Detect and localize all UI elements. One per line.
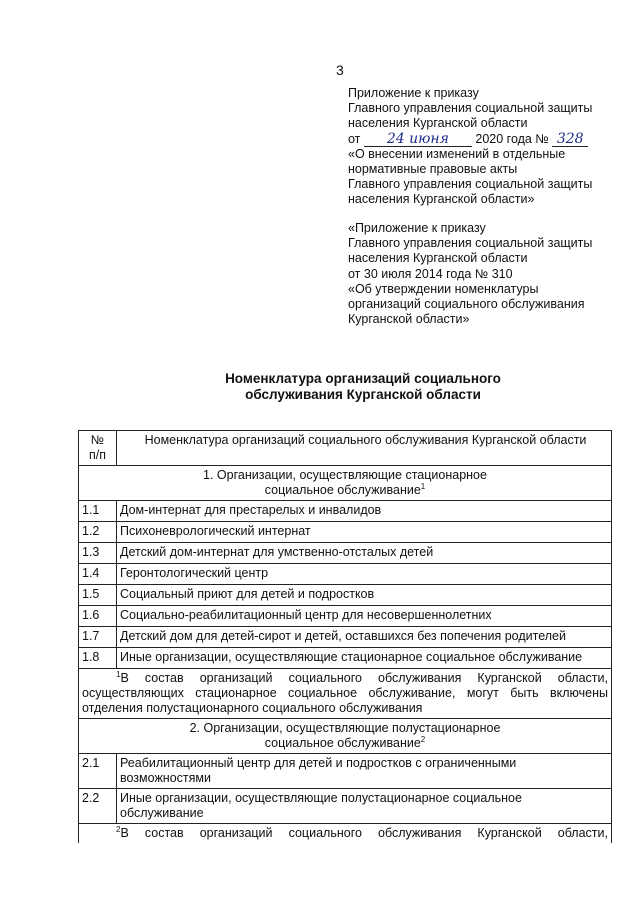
row-name: Социальный приют для детей и подростков: [117, 585, 612, 606]
title-line: обслуживания Курганской области: [245, 387, 481, 402]
appendix-line: «Приложение к приказу: [348, 221, 486, 235]
footnote-mark: 1: [116, 669, 121, 679]
row-number: 1.5: [79, 585, 117, 606]
row-number: 1.6: [79, 606, 117, 627]
table-header-row: [79, 431, 612, 466]
page-number: 3: [336, 62, 344, 78]
document-title: [160, 371, 566, 403]
appendix-line: «О внесении изменений в отдельные: [348, 146, 566, 161]
appendix-line: Главного управления социальной защиты: [348, 236, 593, 251]
footnote-2: [79, 824, 612, 844]
row-number: 2.2: [79, 789, 117, 824]
footnote-row: [79, 669, 612, 719]
section-heading-line: социальное обслуживание: [264, 483, 421, 497]
row-name: Иные организации, осуществляющие стационарное социальное обслуживание: [117, 648, 612, 669]
footnote-text: В состав организаций социального обслуживания Курганской области, осуществляющих стационарное социальное обслуживание, могут быть включены отделения полустационарного социального обслуживания: [82, 671, 608, 715]
appendix-line: Приложение к приказу: [348, 86, 479, 100]
row-name: Психоневрологический интернат: [117, 522, 612, 543]
section-2-heading: [79, 719, 612, 754]
table-row: [79, 501, 612, 522]
table-row: [79, 648, 612, 669]
row-name: Геронтологический центр: [117, 564, 612, 585]
footnote-mark: 2: [116, 824, 121, 834]
footnote-text: В состав организаций социального обслуживания Курганской области,: [120, 826, 608, 840]
row-number: 1.7: [79, 627, 117, 648]
appendix-line: «Об утверждении номенклатуры: [348, 281, 539, 296]
table-row: [79, 564, 612, 585]
footnote-mark: 2: [420, 734, 426, 744]
table-row: [79, 789, 612, 824]
section-row: [79, 719, 612, 754]
row-name: Дом-интернат для престарелых и инвалидов: [117, 501, 612, 522]
table-row: [79, 585, 612, 606]
header-number-sub: п/п: [88, 448, 106, 462]
footnote-mark: 1: [420, 481, 426, 491]
section-heading-line: 2. Организации, осуществляющие полустационарное: [189, 721, 501, 735]
appendix-line: нормативные правовые акты: [348, 162, 518, 177]
row-name: Социально-реабилитационный центр для несовершеннолетних: [117, 606, 612, 627]
footnote-1: [79, 669, 612, 719]
header-name-cell: Номенклатура организаций социального обслуживания Курганской области: [117, 431, 612, 466]
section-heading-line: социальное обслуживание: [264, 736, 421, 750]
row-name: Детский дом-интернат для умственно-отсталых детей: [117, 543, 612, 564]
row-name: Детский дом для детей-сирот и детей, оставшихся без попечения родителей: [117, 627, 612, 648]
date-prefix: от: [348, 131, 361, 146]
row-name: Иные организации, осуществляющие полустационарное социальное обслуживание: [117, 789, 612, 824]
order-date-line: [348, 132, 623, 147]
header-number-cell: [79, 431, 117, 466]
table-row: [79, 606, 612, 627]
appendix-line: от 30 июля 2014 года № 310: [348, 266, 513, 281]
appendix-line: Главного управления социальной защиты: [348, 101, 593, 116]
row-number: 1.3: [79, 543, 117, 564]
appendix-line: населения Курганской области: [348, 116, 528, 131]
table-row: [79, 627, 612, 648]
row-number: 1.2: [79, 522, 117, 543]
row-number: 1.1: [79, 501, 117, 522]
appendix-line: населения Курганской области: [348, 251, 528, 266]
section-1-heading: [79, 466, 612, 501]
original-appendix-header: [348, 221, 623, 327]
header-number: №: [90, 433, 105, 447]
row-number: 1.8: [79, 648, 117, 669]
number-blank: [552, 130, 588, 147]
appendix-line: Главного управления социальной защиты: [348, 177, 593, 192]
nomenclature-table: [78, 430, 612, 843]
title-line: Номенклатура организаций социального: [225, 371, 501, 386]
year-text: 2020 года №: [475, 131, 549, 146]
appendix-line: организаций социального обслуживания: [348, 297, 585, 312]
row-number: 2.1: [79, 754, 117, 789]
appendix-line: Курганской области»: [348, 312, 470, 327]
table-row: [79, 754, 612, 789]
footnote-row: [79, 824, 612, 844]
handwritten-number: 328: [556, 130, 584, 147]
date-blank: [364, 130, 472, 147]
section-row: [79, 466, 612, 501]
handwritten-date: 24 июня: [386, 130, 449, 147]
section-heading-line: 1. Организации, осуществляющие стационарное: [203, 468, 487, 482]
table-row: [79, 522, 612, 543]
row-name: Реабилитационный центр для детей и подростков с ограниченными возможностями: [117, 754, 612, 789]
table-row: [79, 543, 612, 564]
row-number: 1.4: [79, 564, 117, 585]
appendix-header: [348, 86, 623, 208]
appendix-line: населения Курганской области»: [348, 192, 535, 207]
